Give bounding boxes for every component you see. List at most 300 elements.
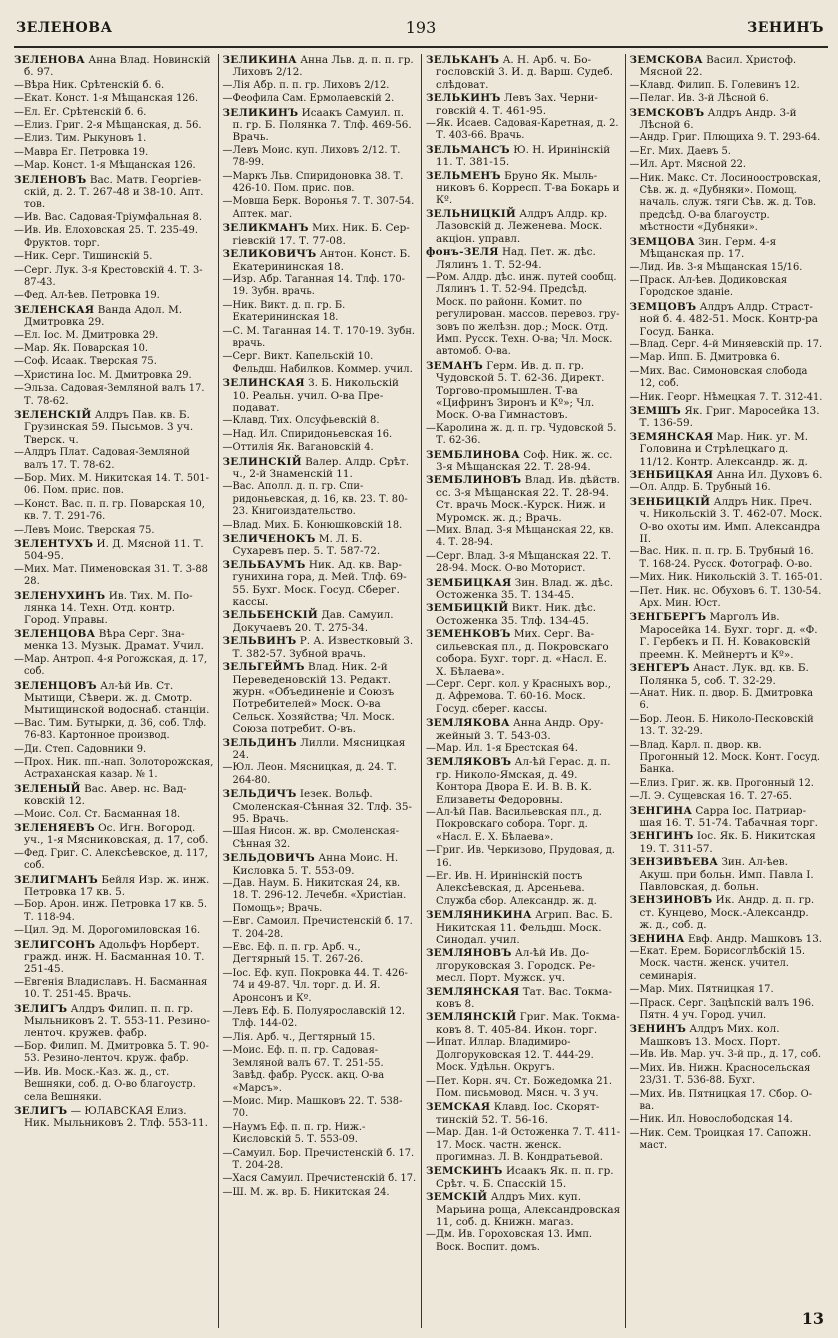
entry-text: Ник. Георг. Нѣмецкая 7. Т. 312-41. xyxy=(639,391,823,403)
entry-text: Ник. Ад. кв. Варгунихина гора, д. Мей. Тлф. 69-55. Бухг. Моск. Госуд. Сберег. кассы. xyxy=(232,558,407,609)
surname: ЗЕНЗИВѢЕВА xyxy=(629,856,719,869)
entry-text: Вас. Аполл. д. п. гр. Спиридоньевская, д. 16, кв. 23. Т. 80-23. Книгоиздательство. xyxy=(232,481,408,518)
entry-text: Мовша Берк. Воронья 7. Т. 307-54. Аптек. маг. xyxy=(232,196,415,220)
ditto-dash: — xyxy=(14,524,24,536)
surname: ЗЕЛЕНЯЕВЪ xyxy=(14,821,95,834)
entry-text: Ди. Степ. Садовники 9. xyxy=(24,743,147,755)
entry-text: Мих. Ник. Никольскій 3. Т. 165-01. xyxy=(639,572,823,584)
ditto-dash: — xyxy=(14,976,24,988)
surname-entry xyxy=(14,628,214,653)
ditto-dash: — xyxy=(629,274,640,286)
surname-entry xyxy=(14,304,214,329)
surname: ЗЕМЛЯНИКИНА xyxy=(426,909,532,922)
surname: ЗЕЛЕНСКАЯ xyxy=(14,303,95,316)
sub-entry xyxy=(223,171,418,196)
ditto-dash: — xyxy=(629,777,640,789)
header-right-running-title: ЗЕНИНЪ xyxy=(747,20,824,36)
surname-entry xyxy=(630,236,825,261)
sub-entry xyxy=(14,1067,214,1104)
entry-text: Ив. Тих. М. Полянка 14. Техн. Отд. контр. Город. Управы. xyxy=(24,589,193,627)
sub-entry xyxy=(14,383,214,408)
surname-entry xyxy=(630,933,825,945)
sub-entry xyxy=(223,1045,418,1095)
entry-text: Конст. Вас. п. п. гр. Поварская 10, кв. 7. Т. 291-76. xyxy=(24,498,205,523)
entry-text: Бейля Изр. ж. инж. Петровка 17 кв. 5. xyxy=(24,873,210,898)
sub-entry xyxy=(223,1148,418,1173)
ditto-dash: — xyxy=(426,525,436,537)
ditto-dash: — xyxy=(14,653,24,665)
sub-entry xyxy=(630,482,825,494)
surname-entry xyxy=(426,474,621,524)
entry-text: Серг. Серг. кол. у Красныхъ вор., д. Афремова. Т. 60-16. Моск. Госуд. сберег. кассы. xyxy=(436,678,611,715)
surname-entry xyxy=(223,788,418,825)
surname-entry xyxy=(630,431,825,468)
surname: ЗЕЛИГЪ xyxy=(14,1104,68,1117)
entry-text: Мар. Дан. 1-й Остоженка 7. Т. 411-17. Моск. частн. женск. прогимназ. Л. В. Кондратьевой. xyxy=(436,1127,621,1163)
surname-entry xyxy=(223,737,418,762)
ditto-dash: — xyxy=(426,118,436,130)
surname: ЗЕЛИГМАНЪ xyxy=(14,873,99,886)
entry-text: Праск. Серг. Зацѣпскій валъ 196. Пятн. 4 уч. Город. учил. xyxy=(639,997,815,1022)
ditto-dash: — xyxy=(14,1040,24,1052)
sub-entry xyxy=(223,351,418,376)
sub-entry xyxy=(630,146,825,158)
entry-text: Серг. Лук. 3-я Крестовскій 4. Т. 3-87-43. xyxy=(24,264,203,288)
surname: ЗЕЛЕНСКІЙ xyxy=(14,408,92,421)
entry-text: Пет. Ник. нс. Обуховъ 6. Т. 130-54. Арх. Мин. Юст. xyxy=(639,585,822,610)
sub-entry xyxy=(630,132,825,144)
surname-entry xyxy=(630,405,825,430)
sub-entry xyxy=(426,679,621,716)
ditto-dash: — xyxy=(222,351,233,363)
ditto-dash: — xyxy=(14,329,24,341)
entry-text: Ив. Вас. Садовая-Тріумфальная 8. xyxy=(24,211,202,223)
entry-text: Мих. Ив. Нижн. Красносельская 23/31. Т. 536-88. Бухг. xyxy=(639,1062,811,1087)
ditto-dash: — xyxy=(14,160,24,172)
ditto-dash: — xyxy=(629,391,640,403)
entry-text: Мар. Ник. уг. М. Головина и Стрѣлецкаго д. 11/12. Контр. Александр. ж. д. xyxy=(639,430,809,468)
ditto-dash: — xyxy=(629,739,640,751)
surname: ЗЕМЕНКОВЪ xyxy=(426,628,511,641)
ditto-dash: — xyxy=(222,942,233,954)
ditto-dash: — xyxy=(426,271,436,283)
ditto-dash: — xyxy=(629,145,640,157)
entry-text: Екат. Ерем. Борисоглѣбскій 15. Моск. частн. женск. учител. семинарія. xyxy=(639,946,806,982)
entry-text: Влад. Мих. Б. Конюшковскій 18. xyxy=(232,519,403,531)
column-4 xyxy=(625,54,829,1328)
surname: ЗЕЛЬДИЧЪ xyxy=(222,788,297,801)
entry-text: Ег. Ив. Н. Иринінскій постъ Алексѣевская, д. Арсеньева. Служба сбор. Александр. ж. д. xyxy=(436,871,597,907)
ditto-dash: — xyxy=(222,1186,233,1198)
entry-text: Ю. Н. Иринінскій 11. Т. 381-15. xyxy=(436,143,611,169)
surname: фонъ-ЗЕЛЯ xyxy=(426,246,499,259)
entry-text: Самуил. Бор. Пречистенскій б. 17. Т. 204-28. xyxy=(232,1147,415,1171)
sub-entry xyxy=(426,551,621,576)
entry-text: Анаст. Лук. вд. кв. Б. Полянка 5, соб. Т. 32-29. xyxy=(639,662,809,687)
entry-text: Алдръ Алдр. Страстной б. 4. 482-51. Моск. Контр-ра Госуд. Банка. xyxy=(639,300,818,338)
sub-entry xyxy=(630,1063,825,1088)
sub-entry xyxy=(630,1049,825,1061)
sub-entry xyxy=(223,878,418,915)
surname-entry xyxy=(426,170,621,207)
entry-text: Сарра Іос. Патриаршая 16. Т. 51-74. Табачная торг. xyxy=(639,804,818,829)
ditto-dash: — xyxy=(629,159,640,171)
entry-text: Евг. Самоил. Пречистенскій б. 17. Т. 204-28. xyxy=(232,916,413,940)
sub-entry xyxy=(630,339,825,351)
entry-text: Анна Льв. д. п. п. гр. Лиховъ 2/12. xyxy=(232,54,414,79)
entry-text: Бруно Як. Мыльниковъ 6. Корресп. Т-ва Бокарь и Кº. xyxy=(436,169,620,207)
surname: ЗЕЛЕНЦОВА xyxy=(14,627,96,640)
surname-entry xyxy=(14,1105,214,1130)
entry-text: Соф. Исаак. Тверская 75. xyxy=(24,356,157,368)
sub-entry xyxy=(426,272,621,359)
surname: ЗЕЛИНСКІЙ xyxy=(222,455,302,468)
surname: ЗЕЛИГЪ xyxy=(14,1002,68,1015)
ditto-dash: — xyxy=(629,1062,640,1074)
entry-text: Алдръ Мих. куп. Марьина роща, Александровская 11, соб. д. Книжн. магаз. xyxy=(436,1191,621,1228)
surname: ЗЕЛЕНЫЙ xyxy=(14,782,81,795)
sub-entry xyxy=(14,447,214,472)
sub-entry xyxy=(630,93,825,105)
entry-text: Валер. Алдр. Срѣт. ч., 2-й Знаменскій 11. xyxy=(232,455,410,480)
surname-entry xyxy=(426,144,621,169)
sub-entry xyxy=(14,925,214,937)
entry-text: Як. Исаев. Садовая-Каретная, д. 2. Т. 403-66. Врачь. xyxy=(436,118,619,142)
entry-text: Мар. Ил. 1-я Брестская 64. xyxy=(436,742,578,754)
entry-text: Изр. Абр. Таганная 14. Тлф. 170-19. Зубн. врачь. xyxy=(232,273,405,298)
sub-entry xyxy=(426,845,621,870)
surname: ЗЕМБЛИНОВЪ xyxy=(426,474,522,487)
entry-text: Левъ Еф. Б. Полуярославскій 12. Тлф. 144-02. xyxy=(232,1006,405,1030)
surname: ЗЕЛИГСОНЪ xyxy=(14,938,96,951)
entry-text: Анна Моис. Н. Кисловка 5. Т. 553-09. xyxy=(232,852,399,877)
entry-text: Анна Андр. Оружейный 3. Т. 543-03. xyxy=(436,717,604,742)
surname-entry xyxy=(426,909,621,946)
sub-entry xyxy=(630,688,825,713)
entry-text: Викт. Ник. дѣс. Остоженка 35. Тлф. 134-45. xyxy=(436,602,597,627)
sub-entry xyxy=(630,262,825,274)
ditto-dash: — xyxy=(426,742,436,754)
entry-text: Лид. Ив. 3-я Мѣщанская 15/16. xyxy=(639,261,803,273)
entry-text: Вѣра Ник. Срѣтенскій б. 6. xyxy=(24,79,165,91)
sub-entry xyxy=(223,762,418,787)
entry-text: Вас. Тим. Бутырки, д. 36, соб. Тлф. 76-83. Картонное производ. xyxy=(24,717,207,742)
surname-entry xyxy=(14,874,214,899)
entry-text: Хася Самуил. Пречистенскій б. 17. xyxy=(232,1173,417,1185)
entry-text: Ив. Ив. Мар. уч. 3-й пр., д. 17, соб. xyxy=(639,1049,822,1061)
entry-text: Вас. Авер. нс. Вадковскій 12. xyxy=(24,782,187,808)
ditto-dash: — xyxy=(14,120,24,132)
surname: ЗЕМЦОВЪ xyxy=(629,300,697,313)
ditto-dash: — xyxy=(222,196,233,208)
sub-entry xyxy=(630,984,825,996)
entry-text: Алдръ Пав. кв. Б. Грузинская 59. Пысьмов. 3 уч. Тверск. ч. xyxy=(24,408,194,446)
entry-text: Соф. Ник. ж. сс. 3-я Мѣщанская 22. Т. 28-94. xyxy=(436,448,613,473)
entry-text: Мар. Ипп. Б. Дмитровка 6. xyxy=(639,352,780,364)
ditto-dash: — xyxy=(629,1114,640,1126)
surname-entry xyxy=(223,107,418,144)
surname: ЗЕЛЬМАНСЪ xyxy=(426,143,510,156)
surname: ЗЕЛЬДИНЪ xyxy=(222,736,297,749)
entry-text: Васил. Христоф. Мясной 22. xyxy=(639,54,797,79)
ditto-dash: — xyxy=(426,1127,436,1139)
entry-text: Екат. Конст. 1-я Мѣщанская 126. xyxy=(24,93,199,105)
entry-text: Влад. Карл. п. двор. кв. Прогонный 12. Моск. Конт. Госуд. Банка. xyxy=(639,739,821,776)
ditto-dash: — xyxy=(14,473,24,484)
ditto-dash: — xyxy=(14,133,24,145)
entry-text: Бор. Мих. М. Никитская 14. Т. 501-06. Пом. прис. пов. xyxy=(24,473,209,497)
sub-entry xyxy=(630,778,825,790)
surname: ЗЕНИНА xyxy=(629,932,685,945)
sub-entry xyxy=(14,147,214,159)
surname: ЗЕНГИНА xyxy=(629,804,693,817)
surname-entry xyxy=(630,830,825,855)
surname-entry xyxy=(630,469,825,481)
entry-text: Ник. Серг. Тишинскій 5. xyxy=(24,251,153,263)
header-left-running-title: ЗЕЛЕНОВА xyxy=(16,20,113,36)
ditto-dash: — xyxy=(222,299,233,311)
sub-entry xyxy=(426,871,621,908)
entry-text: Влад. Ник. 2-й Переведеновскій 13. Редакт. журн. «Объединеніе и Союзъ Потребителей» Моск. О-ва Сельск. Хозяйства; Чл. Моск. Союза потребит. О-въ. xyxy=(232,661,395,736)
ditto-dash: — xyxy=(14,106,24,118)
entry-text: Зин. Влад. ж. дѣс. Остоженка 35. Т. 134-45. xyxy=(436,576,614,602)
ditto-dash: — xyxy=(14,717,24,729)
ditto-dash: — xyxy=(629,352,640,364)
entry-text: Алдръ Андр. 3-й Лѣсной 6. xyxy=(639,106,797,132)
sub-entry xyxy=(223,1122,418,1147)
entry-text: Ел. Іос. М. Дмитровка 29. xyxy=(24,329,159,341)
entry-text: Григ. Ив. Черкизово, Прудовая, д. 16. xyxy=(436,845,615,869)
entry-text: Ш. М. ж. вр. Б. Никитская 24. xyxy=(232,1186,390,1198)
entry-text: Праск. Ал-ѣев. Додиковская Городское зданіе. xyxy=(639,274,788,299)
sub-entry xyxy=(426,743,621,755)
surname-entry xyxy=(223,635,418,660)
surname: ЗЕЛЕНОВЪ xyxy=(14,173,87,186)
sub-entry xyxy=(223,1173,418,1185)
ditto-dash: — xyxy=(629,1049,640,1061)
entry-text: Іезек. Вольф. Смоленская-Сѣнная 32. Тлф. 35-95. Врачь. xyxy=(232,788,412,825)
sub-entry xyxy=(223,1187,418,1199)
ditto-dash: — xyxy=(14,342,24,354)
entry-text: Лія Абр. п. п. гр. Лиховъ 2/12. xyxy=(232,79,390,91)
ditto-dash: — xyxy=(222,79,233,91)
ditto-dash: — xyxy=(629,546,640,558)
ditto-dash: — xyxy=(629,338,640,350)
sub-entry xyxy=(630,572,825,584)
ditto-dash: — xyxy=(426,678,436,690)
entry-text: Влад. Ив. дѣйств. сс. 3-я Мѣщанская 22. Т. 28-94. Ст. врачь Моск.-Курск. Ниж. и Муромск. ж. д.; Врачь. xyxy=(436,474,620,524)
sub-entry xyxy=(14,525,214,537)
ditto-dash: — xyxy=(629,79,640,91)
ditto-dash: — xyxy=(222,1006,233,1018)
surname-entry xyxy=(14,538,214,563)
surname-entry xyxy=(223,533,418,558)
entry-text: З. Б. Никольскій 10. Реальн. учил. О-ва Преподават. xyxy=(232,377,399,414)
ditto-dash: — xyxy=(14,79,24,91)
entry-text: Клавд. Филип. Б. Голевинъ 12. xyxy=(639,79,800,91)
sub-entry xyxy=(630,1089,825,1114)
surname-entry xyxy=(14,590,214,627)
sub-entry xyxy=(426,1037,621,1074)
ditto-dash: — xyxy=(426,1229,436,1241)
entry-text: Серг. Викт. Капельскій 10. Фельдш. Набилков. Коммер. учил. xyxy=(232,351,413,375)
surname: ЗЕМСКИНЪ xyxy=(426,1165,503,1178)
sub-entry xyxy=(14,473,214,498)
sub-entry xyxy=(223,300,418,325)
sub-entry xyxy=(223,1096,418,1121)
entry-text: Дав. Самуил. Докучаевъ 20. Т. 275-34. xyxy=(232,609,394,634)
ditto-dash: — xyxy=(222,144,233,156)
entry-text: Анат. Ник. п. двор. Б. Дмитровка 6. xyxy=(639,687,814,712)
surname: ЗЕМБИЦКІЙ xyxy=(426,602,509,615)
surname-entry xyxy=(223,456,418,481)
sub-entry xyxy=(14,654,214,679)
entry-text: Моис. Сол. Ст. Басманная 18. xyxy=(24,808,181,820)
surname-entry xyxy=(426,360,621,422)
sub-entry xyxy=(14,107,214,119)
entry-text: Мих. Вас. Симоновская слобода 12, соб. xyxy=(639,365,808,390)
entry-text: Ив. Ив. Елоховская 25. Т. 235-49. Фруктов. торг. xyxy=(24,225,198,249)
sub-entry xyxy=(14,848,214,873)
surname-entry xyxy=(426,717,621,742)
sub-entry xyxy=(223,481,418,518)
sub-entry xyxy=(223,429,418,441)
entry-text: Алдръ Филип. п. п. гр. Мыльниковъ 2. Т. 553-11. Резино-ленточ. кружев. фабр. xyxy=(24,1002,210,1040)
ditto-dash: — xyxy=(426,550,436,562)
ditto-dash: — xyxy=(629,997,640,1009)
entry-text: Мар. Як. Поварская 10. xyxy=(24,342,149,354)
entry-text: Елиз. Тим. Рыкуновъ 1. xyxy=(24,133,147,145)
entry-text: Ол. Алдр. Б. Трубный 16. xyxy=(639,482,771,494)
column-1 xyxy=(14,54,218,1328)
sub-entry xyxy=(14,977,214,1002)
ditto-dash: — xyxy=(222,967,233,979)
surname-entry xyxy=(630,496,825,546)
sub-entry xyxy=(630,740,825,777)
entry-text: Анна Влад. Новинскій б. 97. xyxy=(24,54,211,79)
sub-entry xyxy=(223,942,418,967)
sub-entry xyxy=(14,564,214,589)
ditto-dash: — xyxy=(629,172,640,184)
ditto-dash: — xyxy=(14,369,24,381)
entry-text: Над. Пет. ж. дѣс. Лялинъ 1. Т. 52-94. xyxy=(436,246,596,271)
sub-entry xyxy=(14,370,214,382)
surname: ЗЕНЗИНОВЪ xyxy=(629,894,713,907)
ditto-dash: — xyxy=(629,93,640,105)
surname: ЗЕМСКОВЪ xyxy=(629,106,705,119)
ditto-dash: — xyxy=(426,1037,436,1049)
surname-entry xyxy=(426,1191,621,1228)
ditto-dash: — xyxy=(629,687,640,699)
surname: ЗЕЛЬДОВИЧЪ xyxy=(222,852,315,865)
ditto-dash: — xyxy=(629,984,640,996)
surname-entry xyxy=(426,1101,621,1126)
sub-entry xyxy=(223,196,418,221)
ditto-dash: — xyxy=(222,916,233,928)
ditto-dash: — xyxy=(222,1173,233,1185)
ditto-dash: — xyxy=(14,356,24,368)
entry-text: Левъ Зах. Черниговскій 4. Т. 461-95. xyxy=(436,92,598,117)
surname-entry xyxy=(426,208,621,245)
ditto-dash: — xyxy=(222,762,233,774)
surname: ЗЕЛЕНТУХЪ xyxy=(14,538,94,551)
surname-entry xyxy=(426,54,621,91)
surname-entry xyxy=(223,377,418,414)
surname: ЗЕЛИКМАНЪ xyxy=(222,222,309,235)
surname: ЗЕЛИКОВИЧЪ xyxy=(222,248,317,261)
ditto-dash: — xyxy=(14,756,24,768)
entry-text: Ик. Андр. д. п. гр. ст. Кунцево, Моск.-Александр. ж. д., соб. д. xyxy=(639,894,815,932)
ditto-dash: — xyxy=(629,572,640,584)
ditto-dash: — xyxy=(222,1147,233,1159)
entry-text: Ал-ѣй Пав. Васильевская пл., д. Покровскаго собора. Торг. д. «Насл. Е. Х. Бѣлаева». xyxy=(436,806,602,843)
sub-entry xyxy=(14,133,214,145)
sub-entry xyxy=(630,352,825,364)
entry-text: С. М. Таганная 14. Т. 170-19. Зубн. врачь. xyxy=(232,325,416,349)
entry-text: Пет. Корн. яч. Ст. Божедомка 21. Пом. письмовод. Мясн. ч. 3 уч. xyxy=(436,1075,613,1099)
ditto-dash: — xyxy=(14,383,24,395)
surname: ЗЕЛИНСКАЯ xyxy=(222,377,305,390)
entry-text: Ал-ѣй Ив. Долгоруковская 3. Городск. Ремесл. Порт. Мужск. уч. xyxy=(436,947,596,985)
sub-entry xyxy=(630,392,825,404)
entry-text: Эльза. Садовая-Земляной валъ 17. Т. 78-62. xyxy=(24,383,205,407)
sub-entry xyxy=(14,899,214,924)
surname: ЗЕМЛЯКОВЪ xyxy=(426,756,512,769)
sub-entry xyxy=(14,343,214,355)
surname: ЗЕЛЬГЕЙМЪ xyxy=(222,661,305,674)
sub-entry xyxy=(426,525,621,550)
surname-entry xyxy=(14,1003,214,1040)
sub-entry xyxy=(14,499,214,524)
sub-entry xyxy=(14,225,214,250)
surname: ЗЕЛИКИНЪ xyxy=(222,106,299,119)
entry-text: Як. Григ. Маросейка 13. Т. 136-59. xyxy=(639,404,820,430)
sub-entry xyxy=(223,520,418,532)
entry-text: Ник. Макс. Ст. Лосиноостровская, Сѣв. ж. д. «Дубняки». Помощ. началь. служ. тяги Сѣв. ж. д. Тов. предсѣд. О-ва благоустр. мѣстности «Дубняки». xyxy=(639,172,821,234)
column-2 xyxy=(218,54,422,1328)
ditto-dash: — xyxy=(14,290,24,302)
ditto-dash: — xyxy=(222,1031,233,1043)
entry-text: Л. Э. Сущевская 16. Т. 27-65. xyxy=(639,791,793,803)
entry-text: Ос. Игн. Вогород. уч., 1-я Мясниковская, д. 17, соб. xyxy=(24,821,209,847)
ditto-dash: — xyxy=(14,899,24,911)
surname: ЗЕЛЕНЦОВЪ xyxy=(14,679,97,692)
entry-text: Ник. Сем. Троицкая 17. Сапожн. маст. xyxy=(639,1127,812,1152)
surname: ЗЕМБИЦКАЯ xyxy=(426,576,512,589)
sub-entry xyxy=(223,80,418,92)
ditto-dash: — xyxy=(426,871,436,882)
ditto-dash: — xyxy=(222,1121,233,1133)
sub-entry xyxy=(630,366,825,391)
surname-entry xyxy=(630,54,825,79)
page-header xyxy=(14,14,828,48)
sub-entry xyxy=(223,145,418,170)
ditto-dash: — xyxy=(629,946,640,958)
ditto-dash: — xyxy=(222,878,233,889)
sub-entry xyxy=(630,714,825,739)
entry-text: Елиз. Григ. 2-я Мѣщанская, д. 56. xyxy=(24,120,202,132)
entry-text: Елиз. Григ. ж. кв. Прогонный 12. xyxy=(639,777,814,789)
ditto-dash: — xyxy=(629,585,640,597)
entry-text: Шая Нисон. ж. вр. Смоленская-Сѣнная 32. xyxy=(232,826,400,850)
entry-text: Прох. Ник. пп.-нап. Золоторожская, Астраханская казар. № 1. xyxy=(24,756,214,781)
entry-text: Агрип. Вас. Б. Никитская 11. Фельдш. Моск. Синодал. учил. xyxy=(436,909,613,947)
entry-text: Маркъ Льв. Спиридоновка 38. Т. 426-10. Пом. прис. пов. xyxy=(232,170,404,195)
sub-entry xyxy=(630,1114,825,1126)
surname: ЗЕМБЛИНОВА xyxy=(426,448,520,461)
surname-entry xyxy=(223,609,418,634)
entry-text: Герм. Ив. д. п. гр. Чудовской 5. Т. 62-36. Директ. Торгово-промышлен. Т-ва «Цифринъ Зиронъ и Кº»; Чл. Моск. О-ва Гимнастовъ. xyxy=(436,359,605,422)
